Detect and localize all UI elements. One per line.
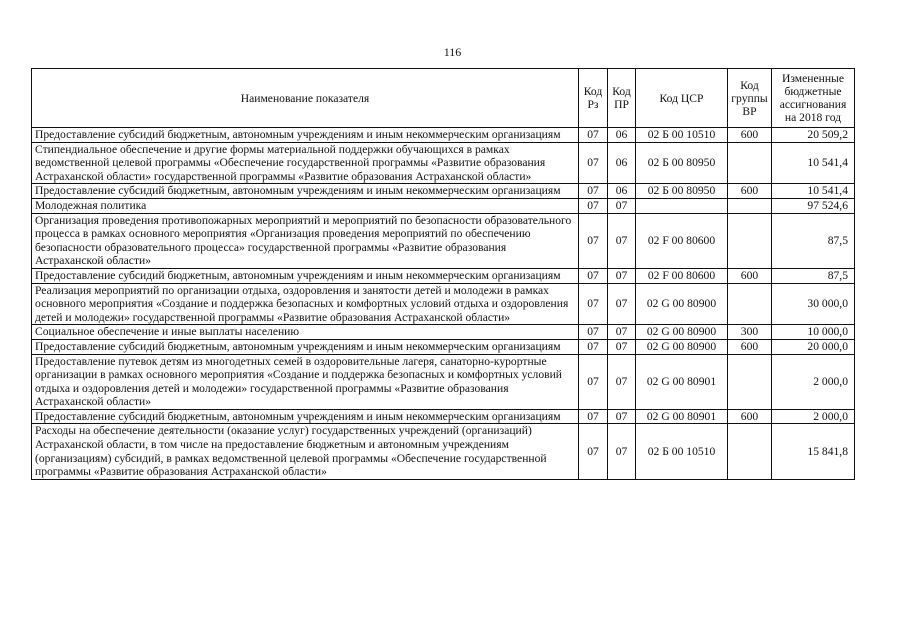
row-name-cell: Реализация мероприятий по организации отдыха, оздоровления и занятости детей и молодежи в рамках основного мероприятия «Создание и поддержка безопасных и комфортных условий отдыха и оздоровления детей и молодежи» государственной программы «Развитие образования Астраханской области» [32, 283, 579, 325]
row-csr-cell: 02 G 00 80901 [636, 354, 728, 409]
row-pr-cell: 07 [608, 283, 636, 325]
row-vr-cell [728, 213, 772, 268]
row-rz-cell: 07 [579, 339, 608, 354]
row-pr-cell: 06 [608, 184, 636, 199]
table-row [32, 424, 855, 479]
row-csr-cell: 02 G 00 80901 [636, 409, 728, 424]
row-vr-cell: 600 [728, 184, 772, 199]
row-amount-cell: 20 509,2 [772, 128, 855, 143]
row-amount-cell: 87,5 [772, 213, 855, 268]
row-csr-cell: 02 Б 00 80950 [636, 184, 728, 199]
row-rz-cell: 07 [579, 268, 608, 283]
row-pr-cell: 07 [608, 409, 636, 424]
row-csr-cell: 02 F 00 80600 [636, 213, 728, 268]
row-amount-cell: 30 000,0 [772, 283, 855, 325]
table-row [32, 354, 855, 409]
row-name-cell: Организация проведения противопожарных мероприятий и мероприятий по безопасности образовательного процесса в рамках основного мероприятия «Организация проведения мероприятий по обеспечению безопасности образовательного процесса» государственной программы «Развитие образования Астраханской области» [32, 213, 579, 268]
row-name-cell: Предоставление субсидий бюджетным, автономным учреждениям и иным некоммерческим организациям [32, 128, 579, 143]
row-name-cell: Предоставление путевок детям из многодетных семей в оздоровительные лагеря, санаторно-курортные организации в рамках основного мероприятия «Создание и поддержка безопасных и комфортных условий отдыха и оздоровления детей и молодежи» государственной программы «Развитие образования Астраханской области» [32, 354, 579, 409]
row-rz-cell: 07 [579, 213, 608, 268]
table-header-row [32, 69, 855, 128]
row-vr-cell: 600 [728, 409, 772, 424]
table-row [32, 268, 855, 283]
row-rz-cell: 07 [579, 142, 608, 184]
row-vr-cell [728, 283, 772, 325]
row-amount-cell: 10 541,4 [772, 142, 855, 184]
row-vr-cell [728, 142, 772, 184]
row-amount-cell: 10 000,0 [772, 325, 855, 340]
row-vr-cell [728, 424, 772, 479]
row-pr-cell: 07 [608, 198, 636, 213]
row-csr-cell: 02 Б 00 10510 [636, 128, 728, 143]
row-rz-cell: 07 [579, 198, 608, 213]
row-pr-cell: 07 [608, 354, 636, 409]
budget-table [31, 68, 855, 480]
column-header-pr: Код ПР [608, 69, 636, 128]
table-row [32, 142, 855, 184]
row-amount-cell: 20 000,0 [772, 339, 855, 354]
row-pr-cell: 06 [608, 128, 636, 143]
table-row [32, 325, 855, 340]
row-name-cell: Предоставление субсидий бюджетным, автономным учреждениям и иным некоммерческим организациям [32, 339, 579, 354]
row-vr-cell: 300 [728, 325, 772, 340]
table-row [32, 213, 855, 268]
row-rz-cell: 07 [579, 283, 608, 325]
row-name-cell: Предоставление субсидий бюджетным, автономным учреждениям и иным некоммерческим организациям [32, 184, 579, 199]
table-row [32, 184, 855, 199]
row-rz-cell: 07 [579, 354, 608, 409]
column-header-name: Наименование показателя [32, 69, 579, 128]
row-pr-cell: 06 [608, 142, 636, 184]
row-name-cell: Предоставление субсидий бюджетным, автономным учреждениям и иным некоммерческим организациям [32, 409, 579, 424]
row-name-cell: Стипендиальное обеспечение и другие формы материальной поддержки обучающихся в рамках ведомственной целевой программы «Обеспечение государственной программы «Развитие образования Астраханской области» государственной программы «Развитие образования Астраханской области» [32, 142, 579, 184]
row-amount-cell: 15 841,8 [772, 424, 855, 479]
row-amount-cell: 87,5 [772, 268, 855, 283]
row-csr-cell: 02 Б 00 10510 [636, 424, 728, 479]
column-header-csr: Код ЦСР [636, 69, 728, 128]
row-name-cell: Предоставление субсидий бюджетным, автономным учреждениям и иным некоммерческим организациям [32, 268, 579, 283]
row-name-cell: Молодежная политика [32, 198, 579, 213]
table-row [32, 409, 855, 424]
row-name-cell: Расходы на обеспечение деятельности (оказание услуг) государственных учреждений (организаций) Астраханской области, в том числе на предоставление бюджетным и автономным учреждениям (организациям) субсидий, в рамках ведомственной целевой программы «Обеспечение государственной программы «Развитие образования Астраханской области» [32, 424, 579, 479]
row-amount-cell: 10 541,4 [772, 184, 855, 199]
row-rz-cell: 07 [579, 184, 608, 199]
row-amount-cell: 2 000,0 [772, 354, 855, 409]
row-csr-cell: 02 Б 00 80950 [636, 142, 728, 184]
row-pr-cell: 07 [608, 213, 636, 268]
row-csr-cell [636, 198, 728, 213]
row-vr-cell [728, 198, 772, 213]
row-pr-cell: 07 [608, 339, 636, 354]
row-rz-cell: 07 [579, 409, 608, 424]
row-vr-cell: 600 [728, 268, 772, 283]
row-csr-cell: 02 G 00 80900 [636, 339, 728, 354]
row-name-cell: Социальное обеспечение и иные выплаты населению [32, 325, 579, 340]
row-pr-cell: 07 [608, 325, 636, 340]
row-csr-cell: 02 F 00 80600 [636, 268, 728, 283]
column-header-rz: Код Рз [579, 69, 608, 128]
row-rz-cell: 07 [579, 128, 608, 143]
column-header-amount: Измененные бюджетные ассигнования на 2018 год [772, 69, 855, 128]
row-pr-cell: 07 [608, 424, 636, 479]
table-row [32, 198, 855, 213]
row-amount-cell: 2 000,0 [772, 409, 855, 424]
row-pr-cell: 07 [608, 268, 636, 283]
table-row [32, 283, 855, 325]
column-header-vr: Код группы ВР [728, 69, 772, 128]
row-amount-cell: 97 524,6 [772, 198, 855, 213]
page-number: 116 [443, 45, 462, 59]
row-rz-cell: 07 [579, 424, 608, 479]
row-vr-cell [728, 354, 772, 409]
row-vr-cell: 600 [728, 339, 772, 354]
table-row [32, 128, 855, 143]
row-csr-cell: 02 G 00 80900 [636, 283, 728, 325]
row-csr-cell: 02 G 00 80900 [636, 325, 728, 340]
row-rz-cell: 07 [579, 325, 608, 340]
table-row [32, 339, 855, 354]
row-vr-cell: 600 [728, 128, 772, 143]
